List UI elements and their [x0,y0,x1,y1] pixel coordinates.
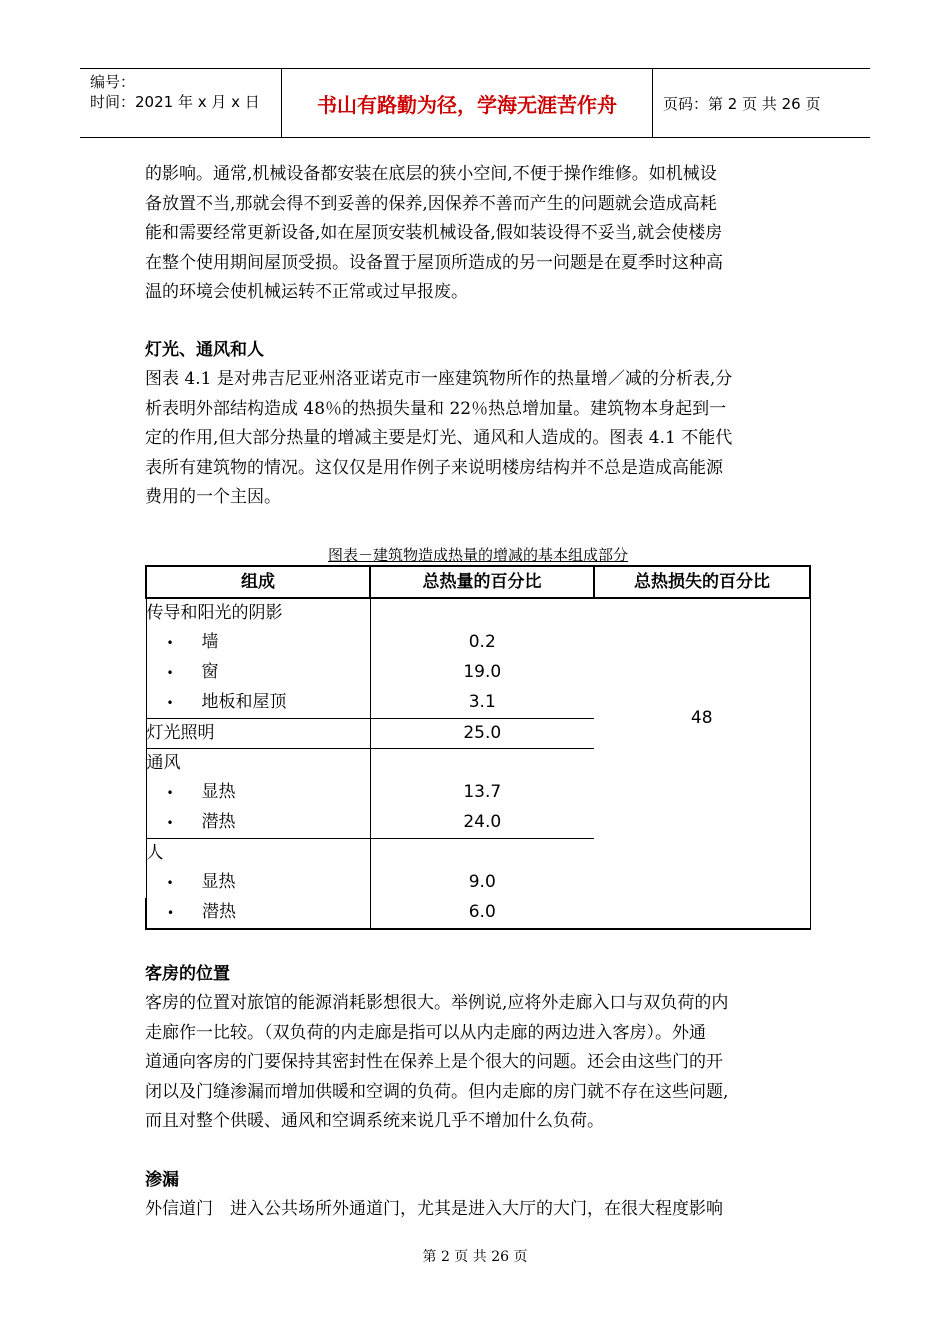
section-heading: 客房的位置 [145,963,230,984]
text-line: 客房的位置对旅馆的能源消耗影想很大。举例说,应将外走廊入口与双负荷的内 [145,993,729,1013]
value-cell: 6.0 [468,901,496,922]
text-line: 闭以及门缝渗漏而增加供暖和空调的负荷。但内走廊的房门就不存在这些问题, [145,1081,729,1102]
document-body [145,160,811,1225]
text-line: 定的作用,但大部分热量的增减主要是灯光、通风和人造成的。图表 4.1 不能代 [145,428,733,448]
group-label: 人 [146,838,370,868]
text-line: 表所有建筑物的情况。这仅仅是用作例子来说明楼房结构并不总是造成高能源 [145,457,723,478]
header-number: 编号： [90,73,136,91]
loss-value: 48 [594,598,810,839]
page-header [80,68,870,138]
text-line: 析表明外部结构造成 48％的热损失量和 22％热总增加量。建筑物本身起到一 [145,398,727,419]
table-row: • 显热 [146,868,370,898]
table-header: 组成 [146,566,370,598]
table-row: • 显热 [146,778,370,808]
value-cell: 13.7 [463,781,502,802]
text-line: 能和需要经常更新设备,如在屋顶安装机械设备,假如装设得不妥当,就会使楼房 [145,223,723,243]
section-heading: 渗漏 [145,1169,179,1190]
value-cell: 9.0 [468,871,496,892]
heat-table [145,565,811,930]
text-line: 外信道门 进入公共场所外通道门，尤其是进入大厅的大门，在很大程度影响 [145,1199,723,1219]
section-heading: 灯光、通风和人 [145,339,264,360]
header-page: 页码：第 2 页 共 26 页 [663,94,821,113]
text-line: 费用的一个主因。 [145,487,281,507]
value-cell: 25.0 [370,718,594,748]
page-footer: 第 2 页 共 26 页 [422,1249,528,1265]
table-row: • 地板和屋顶 [146,688,370,719]
group-label: 传导和阳光的阴影 [146,598,370,628]
text-line: 图表 4.1 是对弗吉尼亚州洛亚诺克市一座建筑物所作的热量增／减的分析表,分 [145,369,733,389]
text-line: 的影响。通常,机械设备都安装在底层的狭小空间,不便于操作维修。如机械设 [145,164,717,184]
header-meta [80,69,282,137]
value-cell: 0.2 [468,631,496,652]
text-line: 备放置不当,那就会得不到妥善的保养,因保养不善而产生的问题就会造成高耗 [145,193,717,214]
table-caption: 图表－建筑物造成热量的增减的基本组成部分 [327,545,628,564]
header-motto: 书山有路勤为径，学海无涯苦作舟 [282,69,653,137]
table-row: • 潜热 [146,898,370,929]
table-header: 总热量的百分比 [370,566,594,598]
text-line: 在整个使用期间屋顶受损。设备置于屋顶所造成的另一问题是在夏季时这种高 [145,252,723,273]
group-label: 通风 [146,748,370,778]
value-cell: 19.0 [463,661,502,682]
text-line: 走廊作一比较。（双负荷的内走廊是指可以从内走廊的两边进入客房）。外通 [145,1022,706,1043]
text-line: 而且对整个供暖、通风和空调系统来说几乎不增加什么负荷。 [145,1111,604,1131]
value-cell: 24.0 [463,811,502,832]
intro-paragraph [145,160,811,308]
table-row: • 潜热 [146,808,370,839]
value-cell: 3.1 [468,691,496,712]
table-header: 总热损失的百分比 [594,566,810,598]
header-time: 时间：2021 年 x 月 x 日 [90,93,260,111]
table-row: • 墙 [146,628,370,658]
text-line: 温的环境会使机械运转不正常或过早报废。 [145,282,468,302]
group-label: 灯光照明 [146,718,370,748]
text-line: 道通向客房的门要保持其密封性在保养上是个很大的问题。还会由这些门的开 [145,1052,723,1072]
table-row: • 窗 [146,658,370,688]
